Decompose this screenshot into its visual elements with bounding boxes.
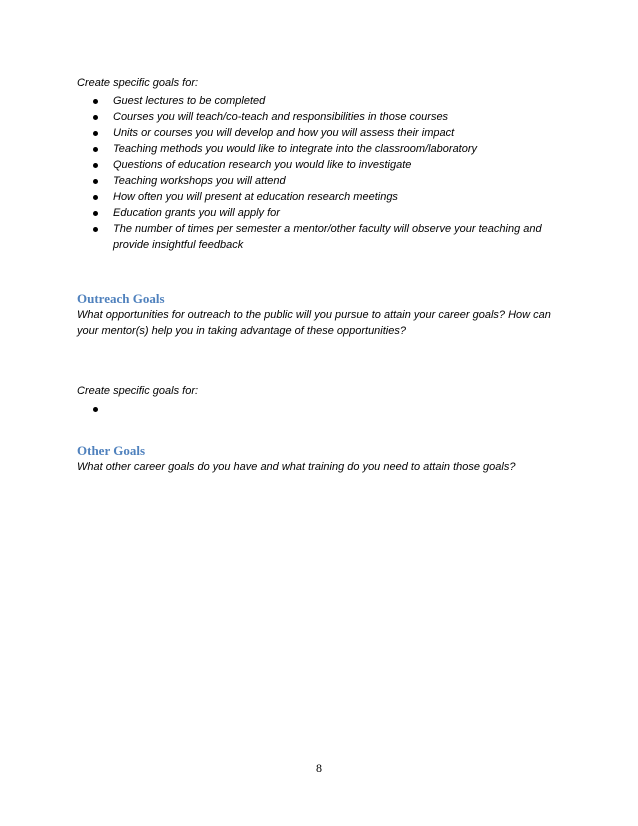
list-item: [77, 221, 569, 253]
outreach-bullet-list: [77, 401, 569, 417]
list-item: [77, 141, 569, 157]
list-item-text: How often you will present at education research meetings: [113, 191, 398, 203]
bullet-icon: [93, 115, 98, 120]
page-number: 8: [316, 761, 322, 775]
list-item-text: Units or courses you will develop and how you will assess their impact: [113, 127, 455, 139]
outreach-goals-heading: Outreach Goals: [77, 291, 165, 306]
bullet-icon: [93, 407, 98, 412]
list-item-text: Teaching methods you would like to integrate into the classroom/laboratory: [113, 143, 478, 155]
bullet-icon: [93, 147, 98, 152]
list-item-text: The number of times per semester a mentor/other faculty will observe your teaching and provide insightful feedback: [113, 223, 542, 251]
other-goals-heading: Other Goals: [77, 443, 146, 458]
list-item: [77, 401, 569, 417]
list-item-text: Teaching workshops you will attend: [113, 175, 286, 187]
outreach-question: What opportunities for outreach to the public will you pursue to attain your career goals? How can your mentor(s) help you in taking advantage of these opportunities?: [77, 309, 551, 337]
list-item: [77, 205, 569, 221]
outreach-intro: Create specific goals for:: [77, 385, 199, 397]
teaching-intro: Create specific goals for:: [77, 77, 199, 89]
list-item: [77, 109, 569, 125]
bullet-icon: [93, 179, 98, 184]
bullet-icon: [93, 163, 98, 168]
outreach-goals-section: [77, 383, 569, 417]
list-item-text: Education grants you will apply for: [113, 207, 280, 219]
list-item-text: Questions of education research you would like to investigate: [113, 159, 412, 171]
list-item: [77, 93, 569, 109]
bullet-icon: [93, 195, 98, 200]
list-item-text: Courses you will teach/co-teach and responsibilities in those courses: [113, 111, 449, 123]
bullet-icon: [93, 211, 98, 216]
list-item: [77, 125, 569, 141]
teaching-goals-section: [77, 75, 569, 253]
bullet-icon: [93, 227, 98, 232]
bullet-icon: [93, 131, 98, 136]
bullet-icon: [93, 99, 98, 104]
list-item-text: Guest lectures to be completed: [113, 95, 266, 107]
other-goals-question: What other career goals do you have and what training do you need to attain those goals?: [77, 461, 516, 473]
list-item: [77, 173, 569, 189]
list-item: [77, 157, 569, 173]
list-item: [77, 189, 569, 205]
teaching-bullet-list: [77, 93, 569, 253]
